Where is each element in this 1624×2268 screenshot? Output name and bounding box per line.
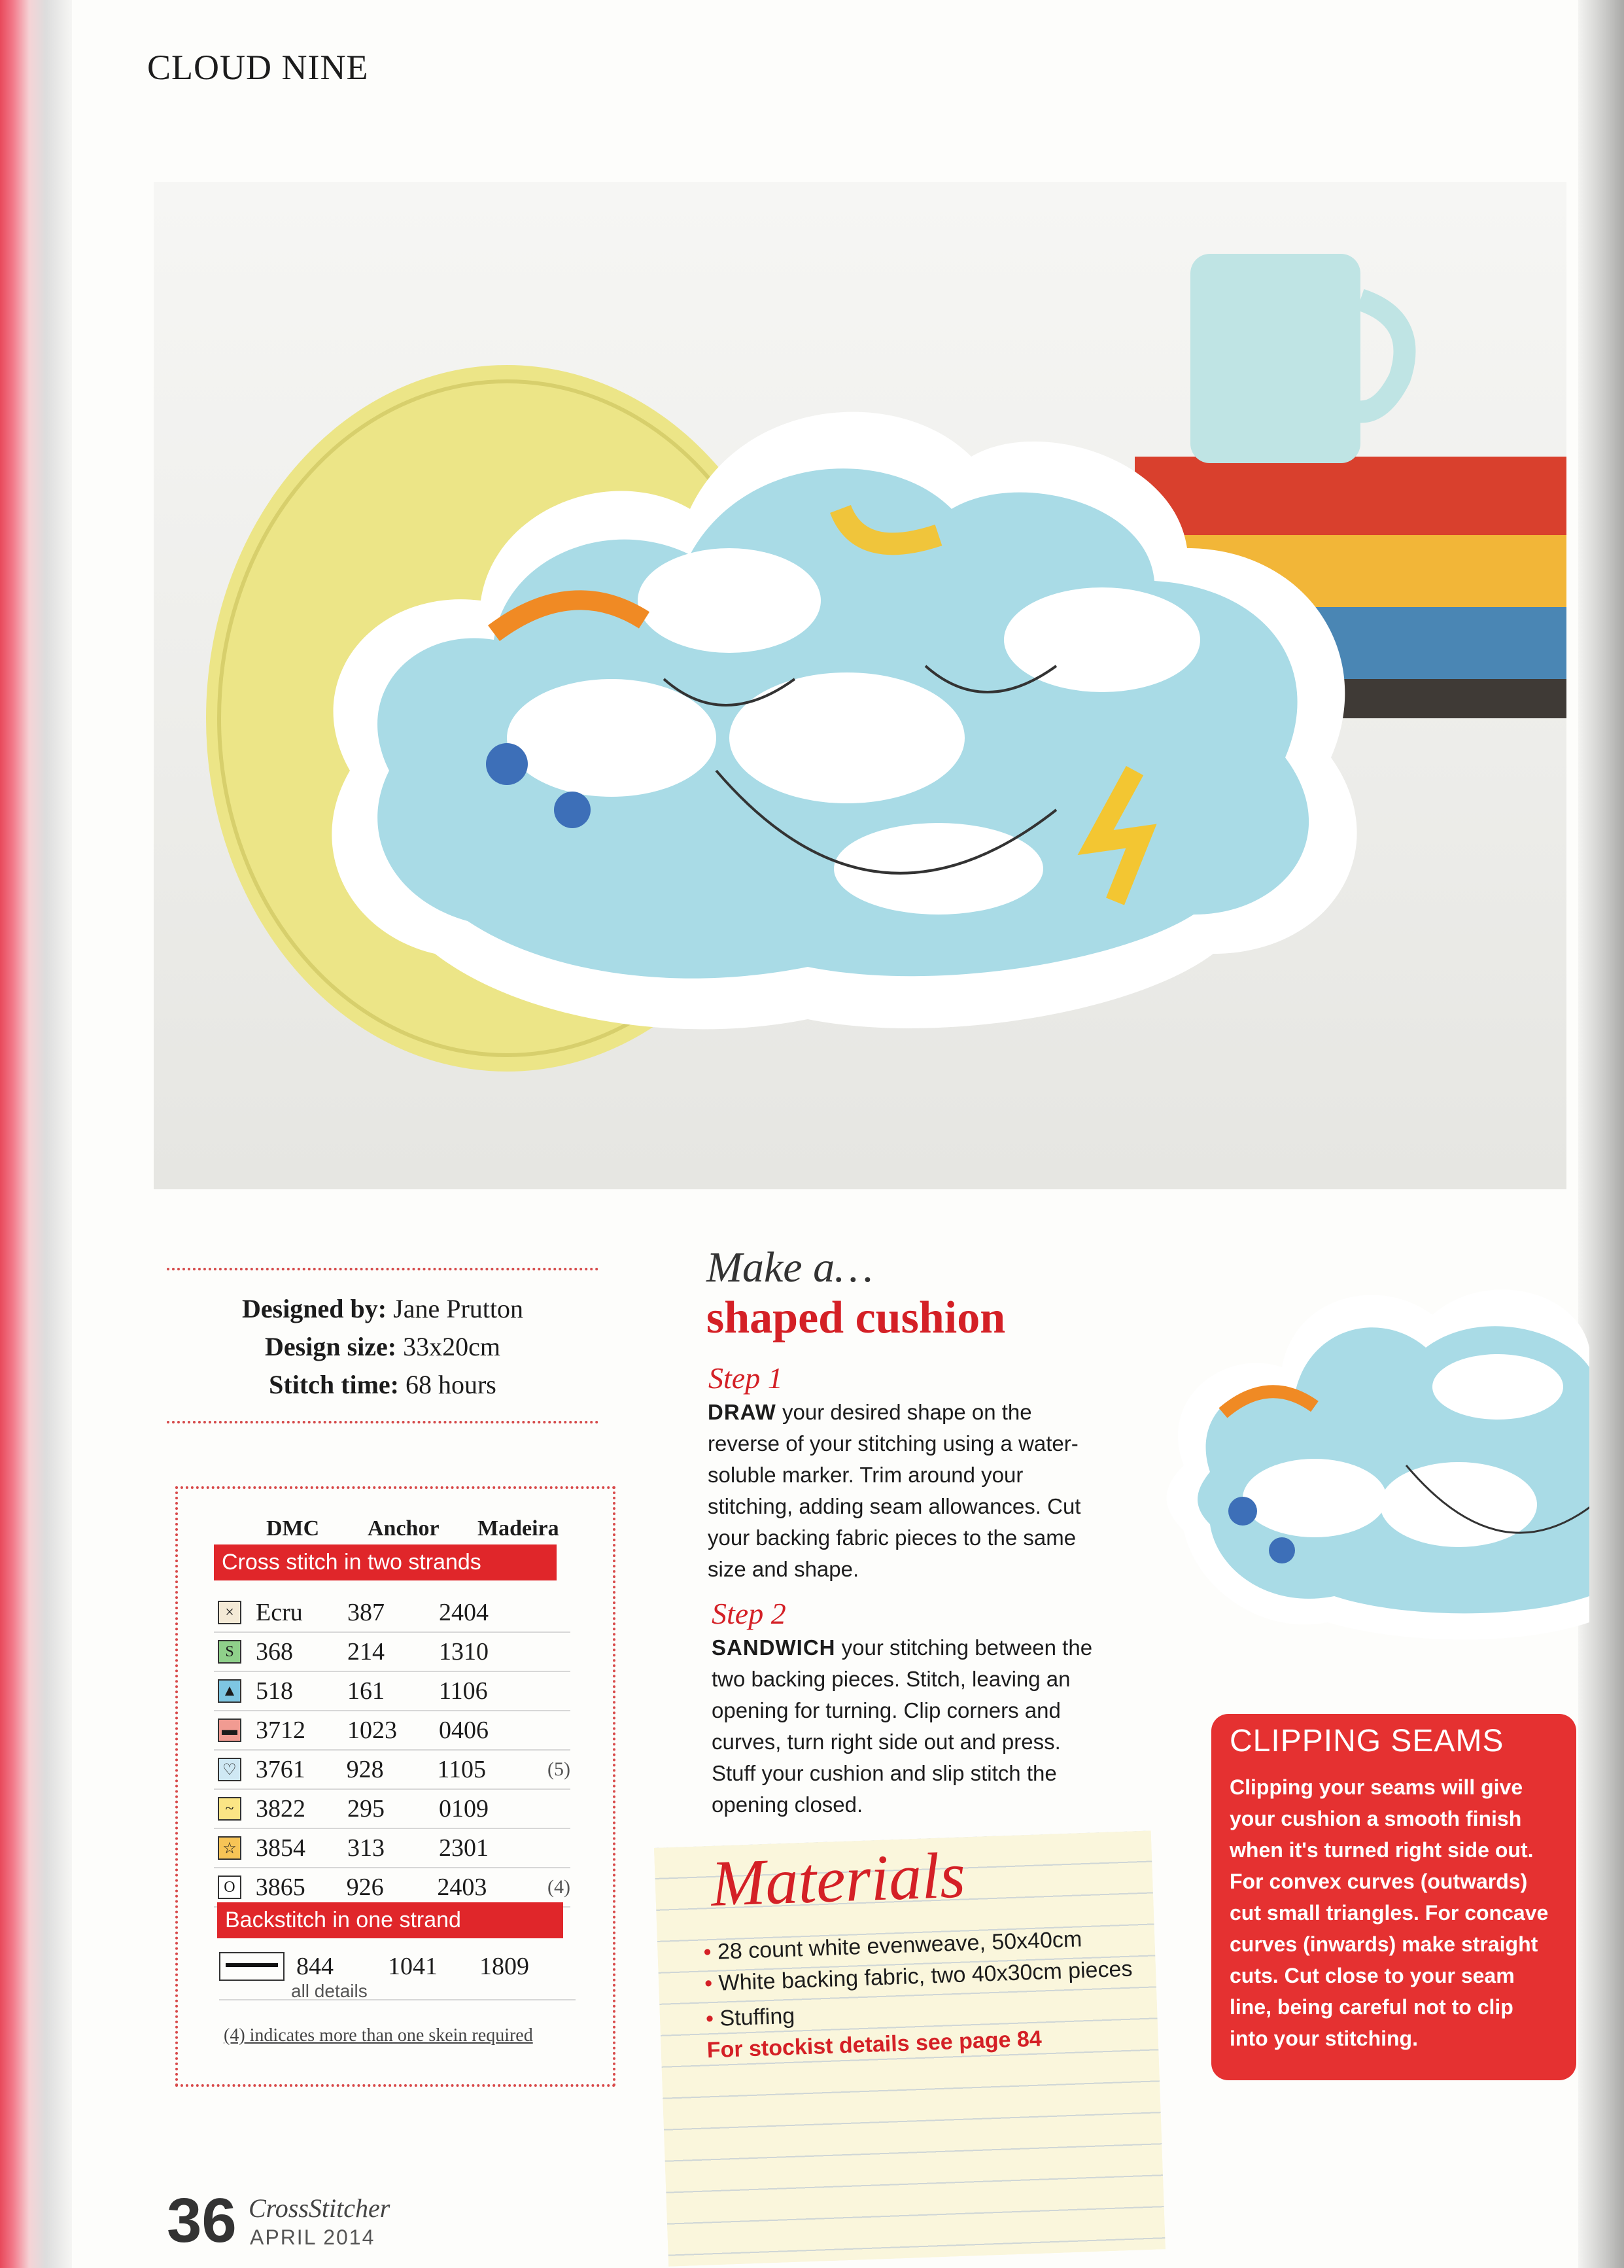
- key-row: [214, 1594, 570, 1633]
- thread-symbol-icon: ▬: [218, 1718, 241, 1742]
- backstitch-note: all details: [291, 1981, 368, 2001]
- madeira-value: 2404: [439, 1599, 489, 1626]
- cushion-photo-illustration: [154, 182, 1566, 1189]
- step-2-heading: Step 2: [712, 1597, 786, 1630]
- credits-block: [167, 1290, 598, 1404]
- step-2-text: SANDWICH your stitching between the two backing pieces. Stitch, leaving an opening for turning. Clip corners and curves, turn right side out and press. Stuff your cushion and slip stitch the opening closed.: [712, 1635, 1093, 1817]
- magazine-name: CrossStitcher: [249, 2193, 390, 2223]
- cushion-photo: [154, 182, 1566, 1189]
- thread-symbol-icon: ♡: [218, 1758, 241, 1781]
- key-rows: [214, 1594, 570, 1908]
- key-row: [214, 1633, 570, 1672]
- make-prefix: Make a…: [706, 1244, 873, 1291]
- backstitch-anchor: 1041: [388, 1953, 438, 1980]
- clipping-title: CLIPPING SEAMS: [1230, 1724, 1504, 1758]
- make-title: shaped cushion: [706, 1293, 1006, 1343]
- small-cushion-photo: [1145, 1217, 1589, 1662]
- key-row: [214, 1790, 570, 1829]
- thread-symbol-icon: ~: [218, 1797, 241, 1821]
- dmc-value: Ecru: [256, 1599, 303, 1626]
- skein-count: (5): [547, 1758, 570, 1780]
- key-row: [214, 1868, 570, 1908]
- key-row: [214, 1711, 570, 1751]
- dmc-value: 3822: [256, 1795, 305, 1823]
- stockist-link[interactable]: For stockist details see page 84: [706, 2026, 1043, 2063]
- materials-item: • White backing fabric, two 40x30cm pieces: [704, 1956, 1133, 1997]
- clipping-seams-box: [1211, 1714, 1576, 2080]
- madeira-value: 2403: [437, 1874, 487, 1901]
- anchor-value: 295: [347, 1795, 385, 1823]
- backstitch-heading: Backstitch in one strand: [217, 1902, 563, 1938]
- madeira-value: 1106: [439, 1677, 488, 1705]
- anchor-value: 1023: [347, 1717, 397, 1744]
- page-number: 36: [167, 2186, 237, 2256]
- backstitch-row: [219, 1947, 576, 2000]
- key-footnote: (4) indicates more than one skein required: [224, 2025, 533, 2046]
- thread-symbol-icon: ▲: [218, 1679, 241, 1703]
- anchor-value: 387: [347, 1599, 385, 1626]
- backstitch-symbol: [219, 1952, 285, 1981]
- backstitch-madeira: 1809: [479, 1953, 529, 1980]
- madeira-value: 1105: [437, 1756, 487, 1783]
- cross-stitch-heading: Cross stitch in two strands: [214, 1544, 557, 1580]
- thread-symbol-icon: O: [218, 1875, 241, 1899]
- clipping-text: Clipping your seams will give your cushion a smooth finish when it's turned right side out. For convex curves (outwards) cut small triangles. For concave curves (inwards) make straight cuts. Cut close to your seam line, being careful not to clip into your stitching.: [1230, 1775, 1549, 2050]
- small-cushion-illustration: [1145, 1217, 1589, 1662]
- materials-card: [654, 1830, 1166, 2266]
- madeira-value: 1310: [439, 1638, 489, 1666]
- key-row: [214, 1751, 570, 1790]
- anchor-value: 313: [347, 1834, 385, 1862]
- thread-key: [175, 1486, 615, 2087]
- anchor-value: 214: [347, 1638, 385, 1666]
- anchor-value: 928: [346, 1756, 384, 1783]
- materials-item: • 28 count white evenweave, 50x40cm: [702, 1927, 1082, 1965]
- thread-symbol-icon: ×: [218, 1601, 241, 1624]
- col-dmc: DMC: [266, 1516, 320, 1541]
- materials-title: Materials: [710, 1838, 967, 1920]
- madeira-value: 0406: [439, 1717, 489, 1744]
- step-1-text: DRAW your desired shape on the reverse of your stitching using a water-soluble marker. Trim around your stitching, adding seam allowances. Cut your backing fabric pieces to the same size and shape.: [708, 1400, 1081, 1581]
- thread-symbol-icon: S: [218, 1640, 241, 1664]
- materials-item: • Stuffing: [705, 2003, 795, 2032]
- credit-designer: Designed by: Jane Prutton: [241, 1294, 523, 1323]
- issue-date: APRIL 2014: [250, 2225, 375, 2249]
- page-edge-right: [1578, 0, 1624, 2268]
- materials-list: [703, 1921, 1139, 2066]
- credit-size: Design size: 33x20cm: [265, 1332, 500, 1361]
- skein-count: (4): [547, 1876, 570, 1898]
- anchor-value: 161: [347, 1677, 385, 1705]
- page-edge-left: [0, 0, 72, 2268]
- divider-bottom: [167, 1421, 598, 1438]
- thread-symbol-icon: ☆: [218, 1836, 241, 1860]
- step-1-heading: Step 1: [708, 1361, 783, 1395]
- madeira-value: 0109: [439, 1795, 489, 1823]
- anchor-value: 926: [346, 1874, 384, 1901]
- dmc-value: 368: [256, 1638, 293, 1666]
- dmc-value: 3761: [255, 1756, 305, 1783]
- credit-time: Stitch time: 68 hours: [269, 1370, 496, 1399]
- col-madeira: Madeira: [477, 1516, 559, 1541]
- key-row: [214, 1672, 570, 1711]
- dmc-value: 3712: [256, 1717, 305, 1744]
- divider-top: [167, 1268, 598, 1285]
- key-row: [214, 1829, 570, 1868]
- dmc-value: 518: [256, 1677, 293, 1705]
- dmc-value: 3865: [255, 1874, 305, 1901]
- col-anchor: Anchor: [368, 1516, 440, 1541]
- page-title: CLOUD NINE: [147, 48, 369, 87]
- madeira-value: 2301: [439, 1834, 489, 1862]
- backstitch-dmc: 844: [296, 1953, 334, 1980]
- dmc-value: 3854: [256, 1834, 305, 1862]
